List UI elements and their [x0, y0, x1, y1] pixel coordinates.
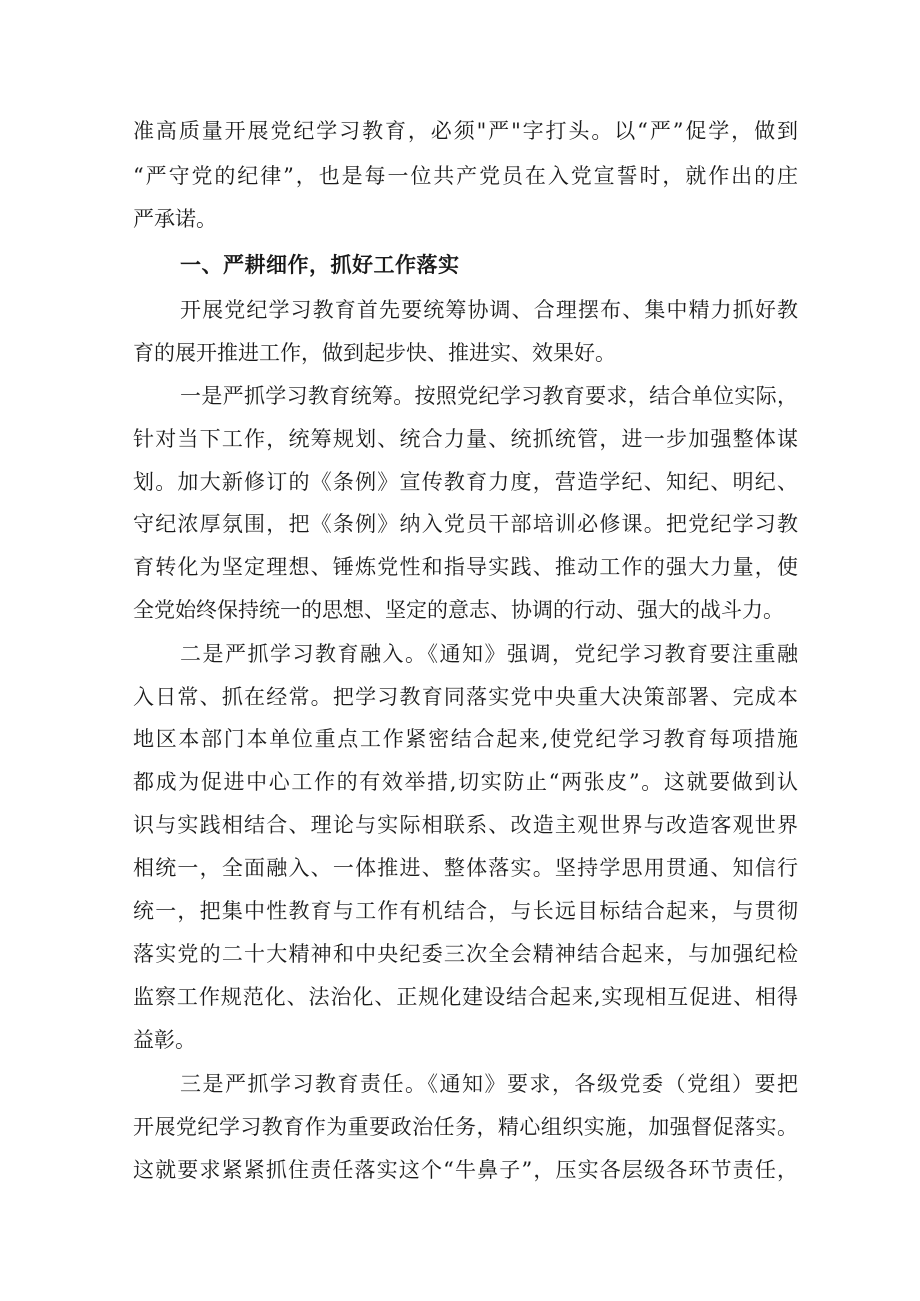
text-line: “严守党的纪律”，也是每一位共产党员在入党宣誓时，就作出的庄 — [133, 164, 798, 188]
text-line: 育转化为坚定理想、锤炼党性和指导实践、推动工作的强大力量，使 — [133, 555, 798, 579]
text-line: 二是严抓学习教育融入。《通知》强调，党纪学习教育要注重融 — [180, 642, 798, 666]
text-line: 相统一，全面融入、一体推进、整体落实。坚持学思用贯通、知信行 — [133, 856, 798, 880]
text-line: 识与实践相结合、理论与实际相联系、改造主观世界与改造客观世界 — [133, 813, 798, 837]
text-line: 准高质量开展党纪学习教育，必须"严"字打头。以“严”促学，做到 — [133, 119, 798, 143]
text-line: 一是严抓学习教育统筹。按照党纪学习教育要求，结合单位实际， — [180, 384, 798, 408]
text-line: 严承诺。 — [133, 207, 217, 231]
text-line: 全党始终保持统一的思想、坚定的意志、协调的行动、强大的战斗力。 — [133, 598, 784, 622]
text-line: 益彰。 — [133, 1028, 196, 1052]
text-line: 三是严抓学习教育责任。《通知》要求，各级党委（党组）要把 — [180, 1072, 798, 1096]
text-line: 地区本部门本单位重点工作紧密结合起来,使党纪学习教育每项措施 — [133, 727, 798, 751]
text-line: 这就要求紧紧抓住责任落实这个“牛鼻子”，压实各层级各环节责任， — [133, 1158, 798, 1182]
text-line: 都成为促进中心工作的有效举措,切实防止“两张皮”。这就要做到认 — [133, 770, 798, 794]
text-line: 开展党纪学习教育作为重要政治任务，精心组织实施，加强督促落实。 — [133, 1115, 798, 1139]
text-line: 开展党纪学习教育首先要统筹协调、合理摆布、集中精力抓好教 — [180, 298, 798, 322]
text-line: 针对当下工作，统筹规划、统合力量、统抓统管，进一步加强整体谋 — [133, 427, 798, 451]
text-line: 入日常、抓在经常。把学习教育同落实党中央重大决策部署、完成本 — [133, 685, 798, 709]
text-line: 监察工作规范化、法治化、正规化建设结合起来,实现相互促进、相得 — [133, 985, 798, 1009]
text-line: 守纪浓厚氛围，把《条例》纳入党员干部培训必修课。把党纪学习教 — [133, 512, 798, 536]
text-line: 统一，把集中性教育与工作有机结合，与长远目标结合起来，与贯彻 — [133, 899, 798, 923]
text-line: 育的展开推进工作，做到起步快、推进实、效果好。 — [133, 341, 616, 365]
text-line: 落实党的二十大精神和中央纪委三次全会精神结合起来，与加强纪检 — [133, 942, 798, 966]
text-line: 划。加大新修订的《条例》宣传教育力度，营造学纪、知纪、明纪、 — [133, 470, 798, 494]
section-heading: 一、严耕细作，抓好工作落实 — [180, 253, 460, 277]
